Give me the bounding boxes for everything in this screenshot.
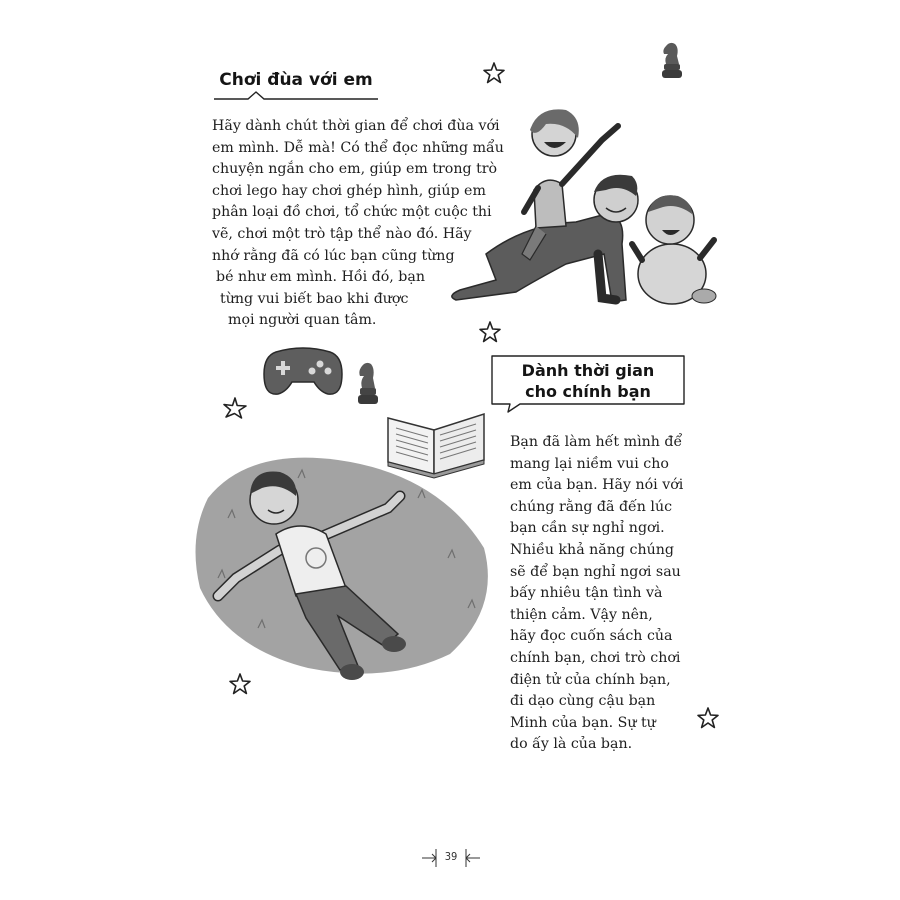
star-doodle-icon xyxy=(482,61,506,85)
text-line: bạn cần sự nghỉ ngơi. xyxy=(510,520,665,537)
page-number xyxy=(420,846,482,870)
text-line: nhớ rằng đã có lúc bạn cũng từng xyxy=(212,247,455,264)
text-line: vẽ, chơi một trò tập thể nào đó. Hãy xyxy=(212,225,472,242)
section-title-self-time-line2: cho chính bạn xyxy=(525,382,651,401)
game-controller-icon xyxy=(262,344,344,402)
text-line: điện tử của chính bạn, xyxy=(510,671,671,688)
section-heading-play xyxy=(212,66,380,106)
text-line: Hãy dành chút thời gian để chơi đùa với xyxy=(212,118,500,134)
text-line: chính bạn, chơi trò chơi xyxy=(510,649,681,666)
section-title-play: Chơi đùa với em xyxy=(219,70,373,90)
section-title-self-time-line1: Dành thời gian xyxy=(521,361,655,380)
section-heading-self-time xyxy=(488,354,688,410)
text-line: do ấy là của bạn. xyxy=(510,736,633,753)
chess-knight-icon xyxy=(354,360,380,408)
text-line: chơi lego hay chơi ghép hình, giúp em xyxy=(212,182,486,199)
text-line: bé như em mình. Hồi đó, bạn xyxy=(216,269,425,286)
text-line: Nhiều khả năng chúng xyxy=(510,541,674,558)
text-line: đi dạo cùng cậu bạn xyxy=(510,693,656,710)
star-doodle-icon xyxy=(696,706,720,730)
text-line: em mình. Dễ mà! Có thể đọc những mẩu xyxy=(212,139,504,156)
family-play-illustration xyxy=(426,104,730,316)
star-doodle-icon xyxy=(222,396,248,420)
text-line: mọi người quan tâm. xyxy=(228,312,377,329)
text-line: hãy đọc cuốn sách của xyxy=(510,628,673,645)
text-line: chúng rằng đã đến lúc xyxy=(510,498,673,515)
text-line: phân loại đồ chơi, tổ chức một cuộc thi xyxy=(212,204,492,221)
text-line: sẽ để bạn nghỉ ngơi sau xyxy=(510,563,681,580)
text-line: Bạn đã làm hết mình để xyxy=(510,434,683,450)
text-line: bấy nhiêu tận tình và xyxy=(510,585,663,602)
chess-knight-icon xyxy=(658,40,684,82)
boy-resting-illustration xyxy=(188,438,500,684)
page-number-text: 39 xyxy=(444,850,458,863)
heading-underline xyxy=(212,90,380,106)
text-line: mang lại niềm vui cho xyxy=(510,455,669,472)
section-body-self-time xyxy=(510,432,683,756)
text-line: từng vui biết bao khi được xyxy=(220,290,409,307)
text-line: em của bạn. Hãy nói với xyxy=(510,477,684,494)
text-line: thiện cảm. Vậy nên, xyxy=(510,606,653,623)
text-line: Minh của bạn. Sự tự xyxy=(510,714,656,731)
text-line: chuyện ngắn cho em, giúp em trong trò xyxy=(212,161,498,178)
star-doodle-icon xyxy=(478,320,502,344)
